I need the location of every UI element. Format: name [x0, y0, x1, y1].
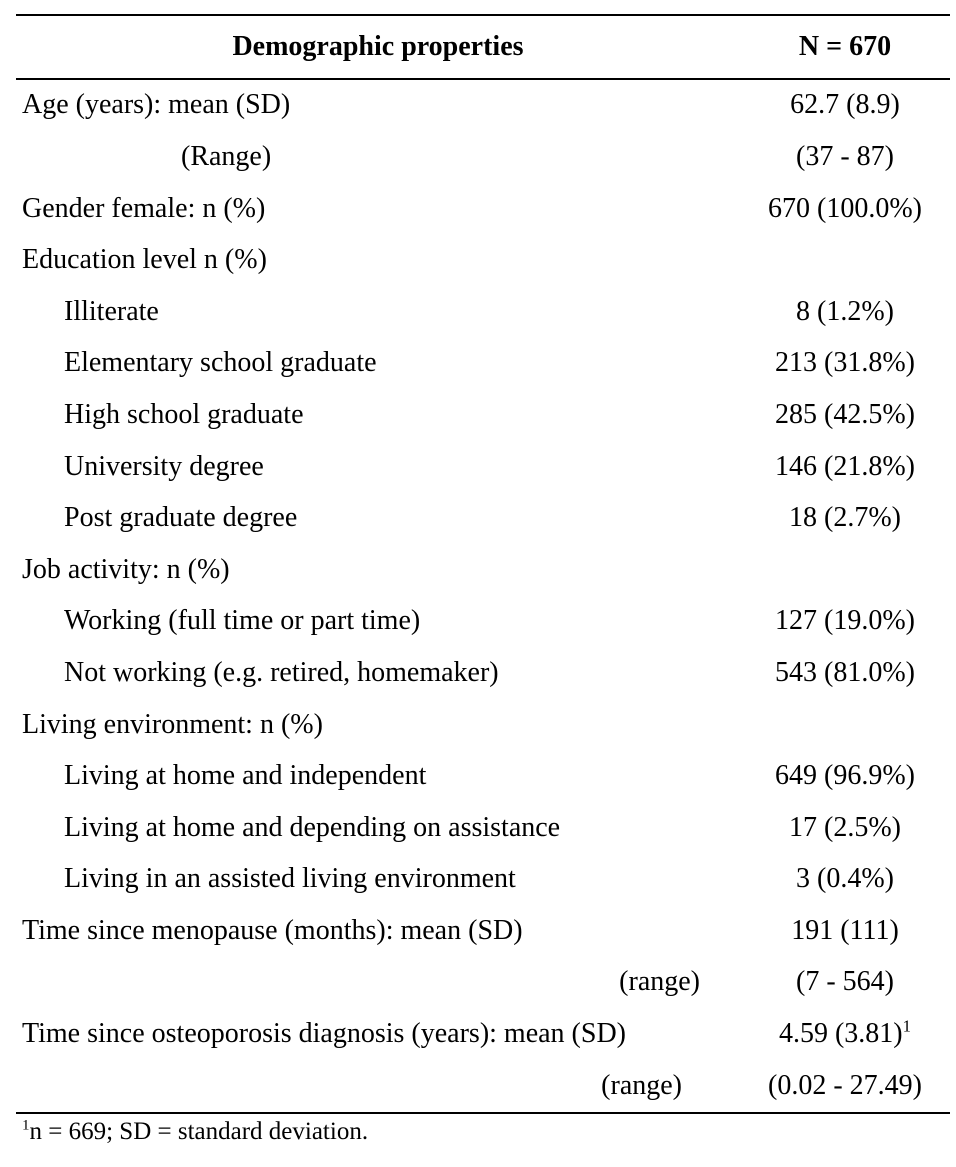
- row-value: [740, 751, 950, 803]
- table-row: [16, 699, 950, 751]
- row-value: [740, 338, 950, 390]
- header-demographic-properties: Demographic properties: [16, 15, 740, 79]
- demographics-table-container: [16, 14, 950, 1114]
- table-row: [16, 235, 950, 287]
- row-label: Working (full time or part time): [64, 605, 421, 637]
- row-value: [740, 544, 950, 596]
- table-row: [16, 802, 950, 854]
- table-row: [16, 132, 950, 184]
- table-row: [16, 854, 950, 906]
- row-value-text: 670 (100.0%): [768, 192, 922, 224]
- table-row: [16, 648, 950, 700]
- row-label: Education level n (%): [22, 244, 267, 276]
- row-value-text: 543 (81.0%): [775, 656, 915, 688]
- row-value-text: 127 (19.0%): [775, 605, 915, 637]
- row-value-text: 8 (1.2%): [796, 295, 894, 327]
- row-label: Living in an assisted living environment: [64, 863, 516, 895]
- row-value: [740, 1060, 950, 1113]
- row-label: Post graduate degree: [64, 502, 298, 534]
- row-label: Age (years): mean (SD): [22, 89, 291, 121]
- header-sample-size: N = 670: [740, 15, 950, 79]
- row-value-text: 191 (111): [791, 914, 899, 946]
- footnote-text: n = 669; SD = standard deviation.: [29, 1118, 369, 1145]
- row-value: [740, 802, 950, 854]
- table-footnote: [22, 1118, 368, 1146]
- row-label: Elementary school graduate: [64, 347, 377, 379]
- table-row: [16, 1060, 950, 1113]
- row-value-text: (0.02 - 27.49): [768, 1069, 922, 1101]
- demographics-table: [16, 14, 950, 1114]
- row-value-text: 146 (21.8%): [775, 450, 915, 482]
- row-value: [740, 286, 950, 338]
- row-value-text: 285 (42.5%): [775, 398, 915, 430]
- table-row: [16, 906, 950, 958]
- row-value: [740, 957, 950, 1009]
- table-row: [16, 1009, 950, 1061]
- row-value-text: 62.7 (8.9): [790, 89, 900, 121]
- row-value: [740, 390, 950, 442]
- row-value-text: (37 - 87): [796, 140, 894, 172]
- row-label: Time since osteoporosis diagnosis (years): mean (SD): [22, 1018, 626, 1050]
- row-value-text: 17 (2.5%): [789, 811, 901, 843]
- table-row: [16, 338, 950, 390]
- row-value: [740, 596, 950, 648]
- row-label: High school graduate: [64, 398, 304, 430]
- row-value-text: (7 - 564): [796, 966, 894, 998]
- row-value: [740, 183, 950, 235]
- row-value: [740, 441, 950, 493]
- table-body: [16, 79, 950, 1113]
- row-label: (Range): [181, 140, 272, 172]
- row-value: [740, 79, 950, 132]
- row-value-text: 3 (0.4%): [796, 863, 894, 895]
- row-value: [740, 1009, 950, 1061]
- table-row: [16, 79, 950, 132]
- row-label: Gender female: n (%): [22, 192, 266, 224]
- table-row: [16, 957, 950, 1009]
- row-label: Living at home and depending on assistance: [64, 811, 561, 843]
- table-header-row: [16, 15, 950, 79]
- row-value-text: 649 (96.9%): [775, 760, 915, 792]
- row-label: Living at home and independent: [64, 760, 427, 792]
- row-value-text: 213 (31.8%): [775, 347, 915, 379]
- row-value-footnote-marker: 1: [902, 1016, 912, 1036]
- table-row: [16, 286, 950, 338]
- row-label: Not working (e.g. retired, homemaker): [64, 656, 499, 688]
- row-value-text: 18 (2.7%): [789, 502, 901, 534]
- row-value-text: 4.59 (3.81): [778, 1018, 903, 1050]
- row-label: (range): [619, 966, 700, 998]
- row-value: [740, 493, 950, 545]
- footnote-marker: 1: [22, 1117, 30, 1134]
- table-row: [16, 544, 950, 596]
- row-label: Time since menopause (months): mean (SD): [22, 914, 523, 946]
- row-label: (range): [16, 1060, 740, 1113]
- row-value: [740, 132, 950, 184]
- row-label: Job activity: n (%): [22, 553, 230, 585]
- table-row: [16, 183, 950, 235]
- table-row: [16, 596, 950, 648]
- row-label: Illiterate: [64, 295, 159, 327]
- table-row: [16, 441, 950, 493]
- row-label: Living environment: n (%): [22, 708, 323, 740]
- row-value: [740, 906, 950, 958]
- table-row: [16, 751, 950, 803]
- row-value: [740, 648, 950, 700]
- table-row: [16, 493, 950, 545]
- row-label: University degree: [64, 450, 264, 482]
- row-value: [740, 854, 950, 906]
- row-value: [740, 235, 950, 287]
- row-value: [740, 699, 950, 751]
- table-row: [16, 390, 950, 442]
